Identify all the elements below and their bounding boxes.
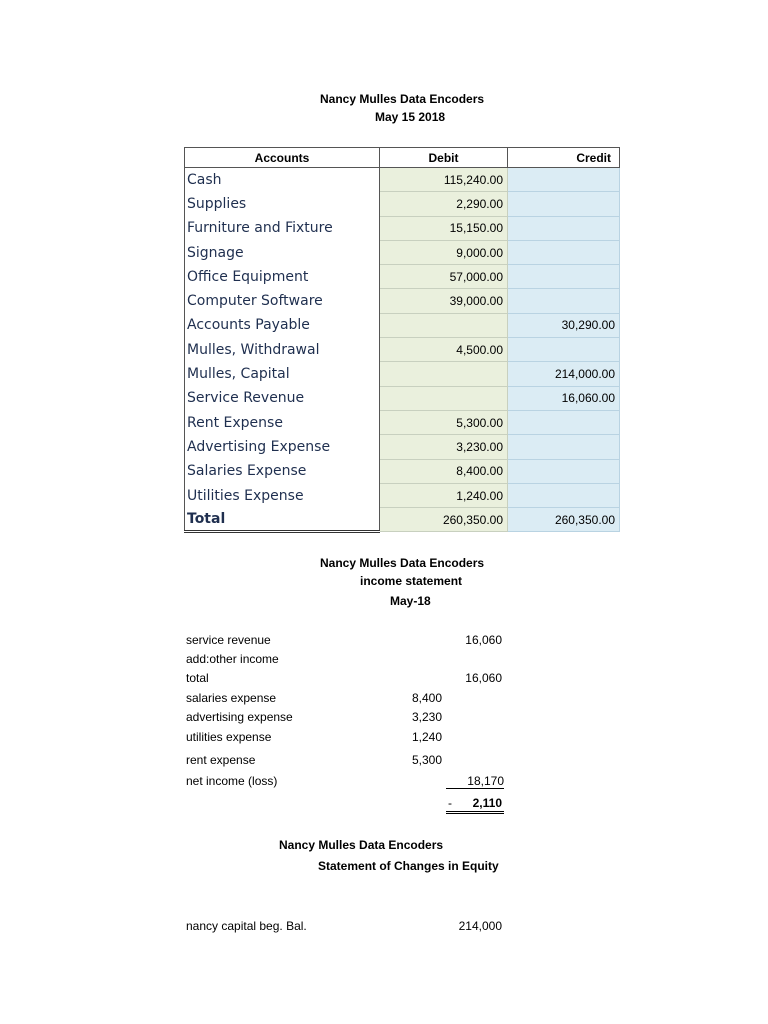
account-cell: Office Equipment [185,265,380,289]
credit-cell [508,483,620,507]
account-cell: Signage [185,240,380,264]
account-cell: Utilities Expense [185,483,380,507]
is-title: income statement [360,574,463,588]
tb-date: May 15 2018 [375,110,446,124]
debit-cell: 260,350.00 [380,508,508,532]
debit-header: Debit [380,148,508,168]
account-cell: Furniture and Fixture [185,216,380,240]
credit-header: Credit [508,148,620,168]
table-row [185,386,620,410]
table-row [185,216,620,240]
debit-cell: 8,400.00 [380,459,508,483]
advertising-label: advertising expense [186,710,293,724]
table-row [185,265,620,289]
credit-cell [508,459,620,483]
credit-cell [508,240,620,264]
total-value: 16,060 [465,671,502,685]
credit-cell: 16,060.00 [508,386,620,410]
account-cell: Mulles, Capital [185,362,380,386]
advertising-value: 3,230 [411,710,442,724]
account-cell: Service Revenue [185,386,380,410]
debit-cell [380,362,508,386]
table-row [185,289,620,313]
debit-cell: 3,230.00 [380,435,508,459]
table-row [185,459,620,483]
credit-cell [508,192,620,216]
credit-cell [508,289,620,313]
debit-cell: 9,000.00 [380,240,508,264]
credit-cell: 260,350.00 [508,508,620,532]
debit-cell: 15,150.00 [380,216,508,240]
service-revenue-value: 16,060 [465,633,502,647]
credit-cell: 30,290.00 [508,313,620,337]
account-cell: Advertising Expense [185,435,380,459]
account-cell: Rent Expense [185,410,380,434]
account-cell: Total [185,508,380,532]
rent-value: 5,300 [411,753,442,767]
debit-cell: 5,300.00 [380,410,508,434]
salaries-label: salaries expense [186,691,277,705]
debit-cell: 115,240.00 [380,168,508,192]
credit-cell [508,410,620,434]
table-row [185,410,620,434]
debit-cell: 4,500.00 [380,338,508,362]
table-row [185,192,620,216]
credit-cell [508,265,620,289]
total-row [185,508,620,532]
debit-cell: 39,000.00 [380,289,508,313]
total-label: total [186,671,209,685]
account-cell: Mulles, Withdrawal [185,338,380,362]
debit-cell [380,313,508,337]
credit-cell: 214,000.00 [508,362,620,386]
utilities-value: 1,240 [411,730,442,744]
account-cell: Supplies [185,192,380,216]
service-revenue-label: service revenue [186,633,271,647]
capital-beg-label: nancy capital beg. Bal. [186,919,307,933]
table-row [185,435,620,459]
net-income-label: net income (loss) [186,774,278,788]
table-row [185,168,620,192]
net-income-line [446,796,504,814]
is-company-title: Nancy Mulles Data Encoders [320,556,485,570]
table-row [185,338,620,362]
expenses-total-value: 18,170 [446,774,504,789]
table-row [185,313,620,337]
account-cell: Accounts Payable [185,313,380,337]
salaries-value: 8,400 [411,691,442,705]
account-cell: Computer Software [185,289,380,313]
credit-cell [508,435,620,459]
utilities-label: utilities expense [186,730,272,744]
table-row [185,240,620,264]
eq-title: Statement of Changes in Equity [318,859,499,873]
table-header-row [185,148,620,168]
net-income-dash: - [448,796,452,810]
trial-balance-table [184,147,620,533]
other-income-label: add:other income [186,652,279,666]
eq-company-title: Nancy Mulles Data Encoders [279,838,444,852]
credit-cell [508,338,620,362]
debit-cell [380,386,508,410]
tb-company-title: Nancy Mulles Data Encoders [320,92,485,106]
capital-beg-value: 214,000 [458,919,502,933]
credit-cell [508,168,620,192]
debit-cell: 57,000.00 [380,265,508,289]
account-cell: Cash [185,168,380,192]
table-row [185,483,620,507]
net-income-value: 2,110 [472,796,502,810]
accounts-header: Accounts [185,148,380,168]
debit-cell: 2,290.00 [380,192,508,216]
debit-cell: 1,240.00 [380,483,508,507]
account-cell: Salaries Expense [185,459,380,483]
is-period: May-18 [390,594,431,608]
table-row [185,362,620,386]
credit-cell [508,216,620,240]
rent-label: rent expense [186,753,256,767]
